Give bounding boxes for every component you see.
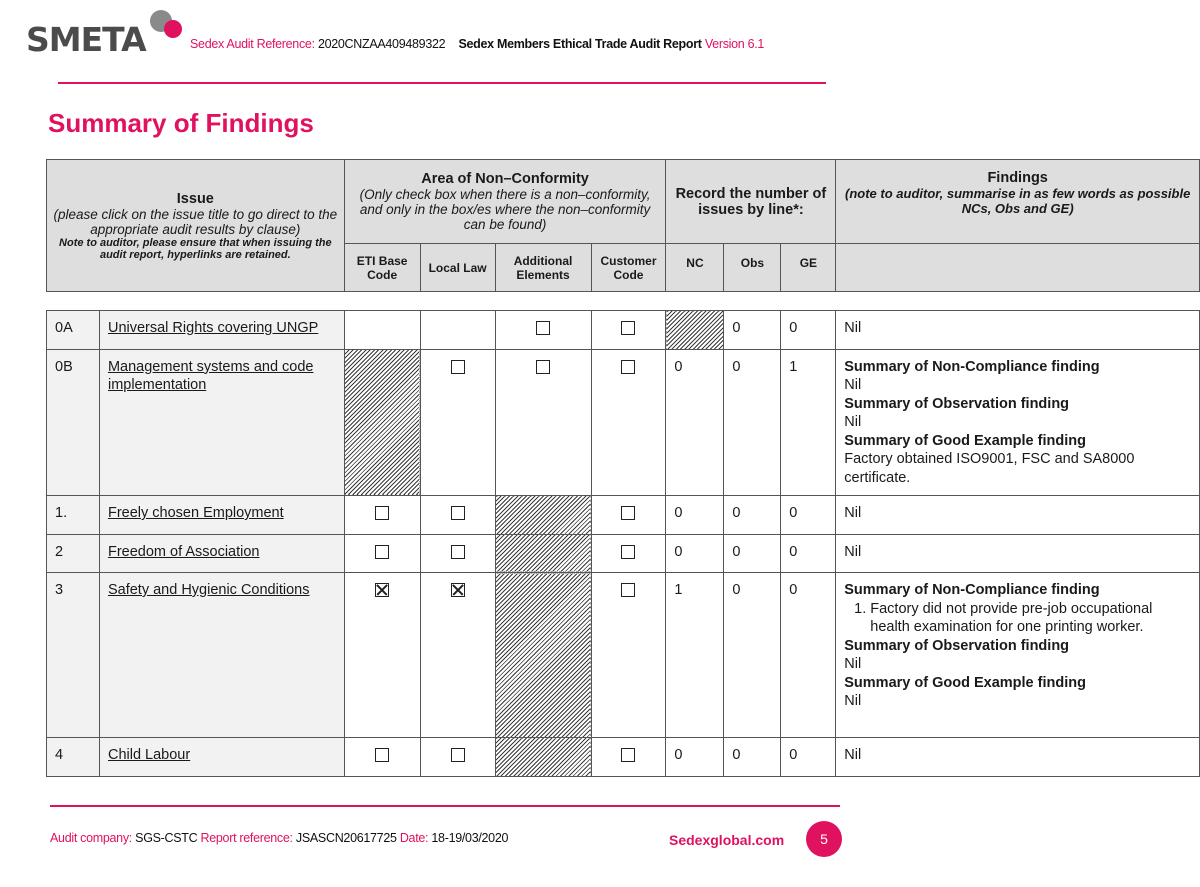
checkbox[interactable]	[536, 360, 550, 374]
audit-ref-label: Sedex Audit Reference:	[190, 37, 315, 51]
finding-cell: Nil	[836, 534, 1200, 573]
report-title: Sedex Members Ethical Trade Audit Report	[458, 37, 702, 51]
obs-summary-heading: Summary of Observation finding	[844, 395, 1070, 412]
col-customer-code: Customer Code	[591, 244, 666, 292]
obs-summary-text: Nil	[844, 414, 862, 430]
obs-cell: 0	[724, 573, 781, 738]
nc-cell: 1	[666, 573, 724, 738]
header-reference	[190, 37, 764, 51]
row-number: 0B	[47, 349, 100, 496]
checkbox[interactable]	[621, 360, 635, 374]
row-number: 4	[47, 738, 100, 777]
date: 18-19/03/2020	[431, 831, 509, 845]
additional-cell-shaded	[495, 496, 591, 535]
checkbox[interactable]	[375, 506, 389, 520]
finding-cell: Nil	[836, 496, 1200, 535]
row-number: 3	[47, 573, 100, 738]
date-label: Date:	[399, 831, 429, 845]
finding-cell	[836, 573, 1200, 738]
findings-body-table	[46, 310, 1200, 777]
col-obs: Obs	[724, 244, 781, 292]
header-divider	[58, 82, 826, 84]
eti-cell	[344, 534, 420, 573]
eti-cell	[344, 738, 420, 777]
row-number: 2	[47, 534, 100, 573]
ge-cell: 1	[781, 349, 836, 496]
eti-cell	[344, 311, 420, 350]
issue-link[interactable]: Child Labour	[107, 747, 191, 763]
findings-header	[836, 160, 1200, 244]
logo-pink-circle	[164, 20, 182, 38]
checkbox[interactable]	[621, 748, 635, 762]
findings-sub: (note to auditor, summarise in as few words as possible NCs, Obs and GE)	[845, 186, 1191, 216]
report-ref: JSASCN20617725	[295, 831, 397, 845]
smeta-logo	[26, 10, 186, 60]
nc-cell-shaded	[666, 311, 724, 350]
issue-cell	[99, 496, 344, 535]
local-cell	[420, 496, 495, 535]
nc-summary-item: 1. Factory did not provide pre-job occupational health examination for one printing worker.	[870, 600, 1191, 637]
issue-cell	[99, 534, 344, 573]
issue-cell	[99, 311, 344, 350]
col-eti-base-code: ETI Base Code	[344, 244, 420, 292]
row-number: 1.	[47, 496, 100, 535]
obs-summary-heading: Summary of Observation finding	[844, 637, 1070, 654]
customer-cell	[591, 311, 666, 350]
report-version: Version 6.1	[704, 37, 765, 51]
checked-checkbox[interactable]	[451, 583, 465, 597]
issue-sub: (please click on the issue title to go direct to the appropriate audit results by clause)	[53, 206, 338, 237]
obs-cell: 0	[724, 738, 781, 777]
checkbox[interactable]	[621, 545, 635, 559]
table-row	[47, 573, 1200, 738]
issue-cell	[99, 573, 344, 738]
checked-checkbox[interactable]	[375, 583, 389, 597]
customer-cell	[591, 496, 666, 535]
nc-summary-text: Nil	[844, 377, 862, 393]
nc-cell: 0	[666, 534, 724, 573]
issue-cell	[99, 349, 344, 496]
page-number: 5	[806, 821, 842, 857]
issue-link[interactable]: Management systems and code implementation	[107, 358, 314, 393]
audit-company-label: Audit company:	[50, 831, 132, 845]
ge-cell: 0	[781, 496, 836, 535]
additional-cell	[495, 311, 591, 350]
table-row	[47, 496, 1200, 535]
page-title: Summary of Findings	[48, 108, 314, 138]
checkbox[interactable]	[621, 583, 635, 597]
issue-link[interactable]: Universal Rights covering UNGP	[107, 320, 319, 336]
finding-cell: Nil	[836, 738, 1200, 777]
ge-summary-text: Nil	[844, 693, 862, 709]
nc-summary-list	[844, 600, 1191, 637]
issue-note: Note to auditor, please ensure that when issuing the audit report, hyperlinks are retained.	[59, 236, 332, 261]
checkbox[interactable]	[451, 506, 465, 520]
table-row	[47, 311, 1200, 350]
nc-cell: 0	[666, 738, 724, 777]
checkbox[interactable]	[451, 545, 465, 559]
col-findings-empty	[836, 244, 1200, 292]
col-nc: NC	[666, 244, 724, 292]
customer-cell	[591, 573, 666, 738]
area-header	[344, 160, 666, 244]
nc-cell: 0	[666, 349, 724, 496]
eti-cell	[344, 573, 420, 738]
ge-summary-text: Factory obtained ISO9001, FSC and SA8000 certificate.	[844, 451, 1135, 486]
area-sub: (Only check box when there is a non–conformity, and only in the box/es where the non–conformity can be found)	[359, 187, 651, 232]
table-row	[47, 534, 1200, 573]
findings-title: Findings	[987, 170, 1048, 186]
issue-link[interactable]: Freely chosen Employment	[107, 505, 284, 521]
record-title: Record the number of issues by line*:	[675, 185, 827, 218]
local-cell	[420, 349, 495, 496]
footer-divider	[50, 805, 840, 807]
nc-cell: 0	[666, 496, 724, 535]
additional-cell	[495, 349, 591, 496]
col-additional-elements: Additional Elements	[495, 244, 591, 292]
checkbox[interactable]	[375, 748, 389, 762]
nc-summary-heading: Summary of Non-Compliance finding	[844, 582, 1100, 598]
ge-cell: 0	[781, 573, 836, 738]
logo-text: SMETA	[26, 20, 146, 59]
issue-cell	[99, 738, 344, 777]
sedex-site-link[interactable]: Sedexglobal.com	[669, 832, 785, 848]
footer-info	[50, 831, 508, 845]
area-title: Area of Non–Conformity	[421, 171, 589, 187]
record-header	[666, 160, 836, 244]
customer-cell	[591, 349, 666, 496]
issue-title: Issue	[176, 190, 214, 207]
customer-cell	[591, 534, 666, 573]
report-ref-label: Report reference:	[200, 831, 293, 845]
obs-cell: 0	[724, 496, 781, 535]
checkbox[interactable]	[451, 360, 465, 374]
checkbox[interactable]	[451, 748, 465, 762]
table-row	[47, 349, 1200, 496]
issue-header	[47, 160, 345, 292]
checkbox[interactable]	[375, 545, 389, 559]
audit-company: SGS-CSTC	[135, 831, 198, 845]
ge-cell: 0	[781, 738, 836, 777]
findings-header-table	[46, 159, 1200, 292]
ge-cell: 0	[781, 311, 836, 350]
table-row	[47, 738, 1200, 777]
local-cell	[420, 311, 495, 350]
issue-link[interactable]: Safety and Hygienic Conditions	[107, 582, 310, 598]
finding-cell	[836, 349, 1200, 496]
additional-cell-shaded	[495, 738, 591, 777]
obs-cell: 0	[724, 311, 781, 350]
issue-link[interactable]: Freedom of Association	[107, 543, 260, 560]
additional-cell-shaded	[495, 534, 591, 573]
obs-cell: 0	[724, 534, 781, 573]
local-cell	[420, 738, 495, 777]
local-cell	[420, 534, 495, 573]
ge-summary-heading: Summary of Good Example finding	[844, 674, 1086, 691]
obs-cell: 0	[724, 349, 781, 496]
obs-summary-text: Nil	[844, 656, 862, 672]
additional-cell-shaded	[495, 573, 591, 738]
ge-cell: 0	[781, 534, 836, 573]
checkbox[interactable]	[536, 321, 550, 335]
nc-summary-heading: Summary of Non-Compliance finding	[844, 358, 1100, 375]
audit-ref-value: 2020CNZAA409489322	[317, 37, 446, 51]
eti-cell-shaded	[344, 349, 420, 496]
col-local-law: Local Law	[420, 244, 495, 292]
customer-cell	[591, 738, 666, 777]
col-ge: GE	[781, 244, 836, 292]
eti-cell	[344, 496, 420, 535]
checkbox[interactable]	[621, 321, 635, 335]
ge-summary-heading: Summary of Good Example finding	[844, 432, 1086, 449]
finding-cell: Nil	[836, 311, 1200, 350]
checkbox[interactable]	[621, 506, 635, 520]
row-number: 0A	[47, 311, 100, 350]
local-cell	[420, 573, 495, 738]
